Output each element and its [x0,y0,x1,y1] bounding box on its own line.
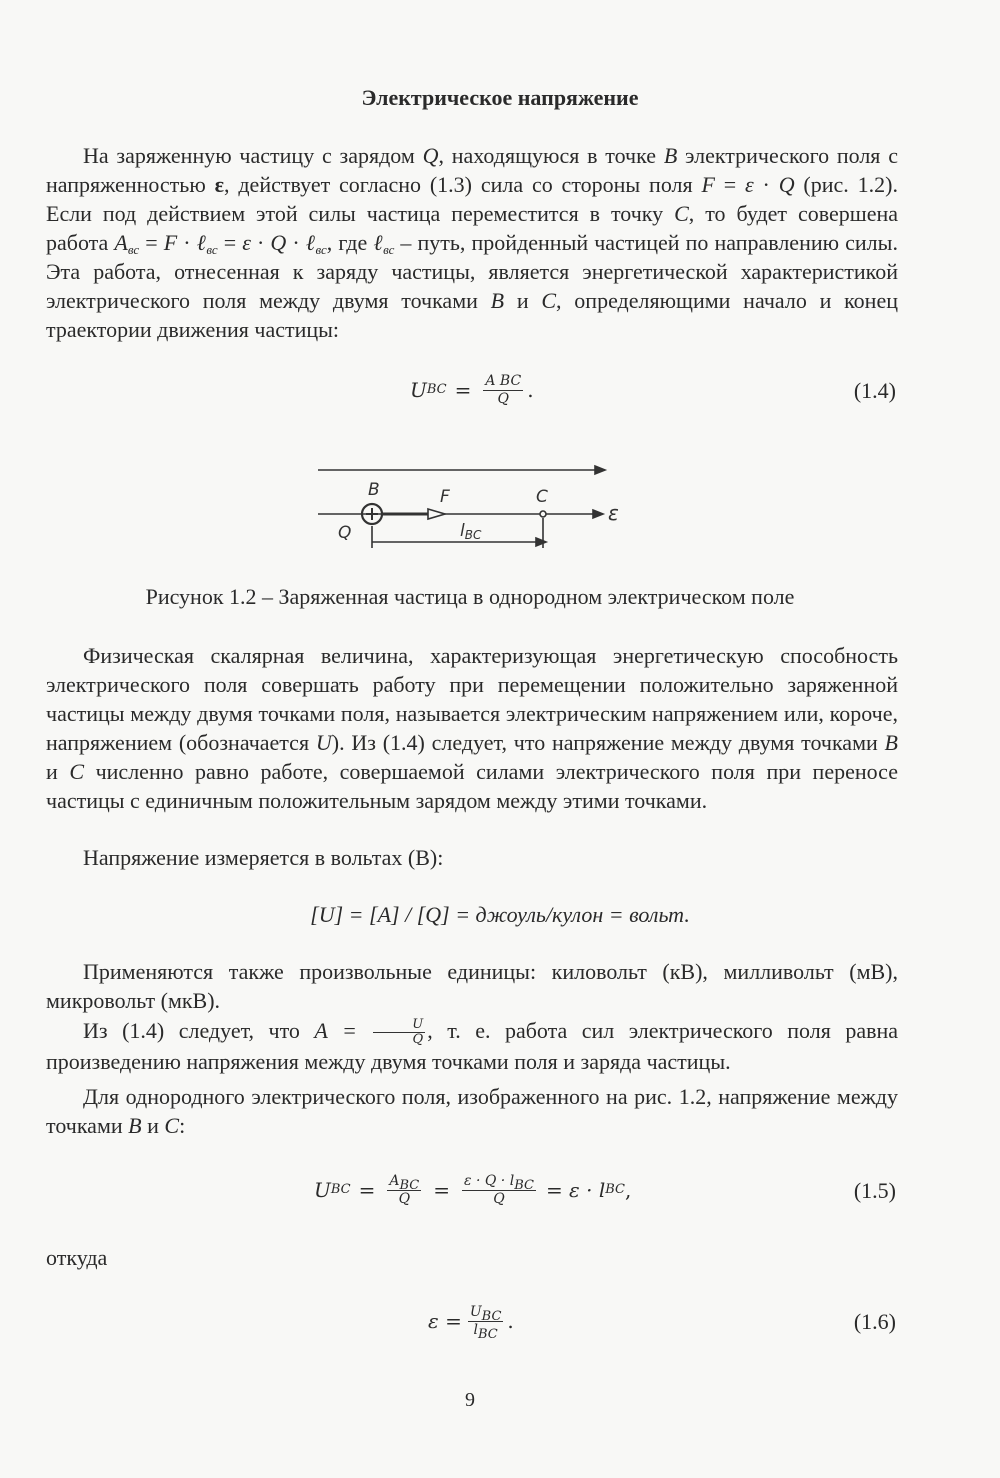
formula-units: [U] = [A] / [Q] = джоуль/кулон = вольт. [310,902,690,927]
f16-lhs: ε = [428,1308,462,1333]
inline-fraction [373,1018,425,1047]
f15-tail: , [625,1177,632,1202]
label-epsilon: ε [608,501,619,525]
figure-caption: Рисунок 1.2 – Заряженная частица в однородном электрическом поле [145,584,795,609]
paragraph-whence: откуда [46,1245,108,1270]
f14-fraction [483,373,523,408]
f15-eq2: = [433,1177,451,1202]
paragraph-work [46,1016,898,1076]
label-b: B [368,480,380,500]
formula-1-4: U BC = $\frac{\text{A BC}}{Q}$ . (1.4) [0,365,1000,415]
label-q: Q [338,523,352,543]
f15-lhs: U [314,1177,331,1202]
inline-den: Q [412,1032,424,1048]
field-arrow-top [595,466,605,474]
p5-after: , т. е. работа сил электрического поля равна произведению напряжения между двумя точками поля и заряда частицы. [46,1018,899,1075]
f16-tail: . [507,1308,514,1333]
f14-num: A BC [485,372,522,389]
f15-frac1-den: Q [398,1190,411,1207]
f16-num: U [469,1303,482,1320]
inline-num: U [373,1018,425,1033]
point-c [540,511,546,517]
section-title: Электрическое напряжение [361,85,639,110]
f15-number: (1.5) [853,1177,896,1203]
f15-eq3: = ε · l [545,1177,606,1202]
distance-arrow-head [536,538,546,546]
f15-fraction-1 [387,1173,421,1208]
paragraph-definition: Физическая скалярная величина, характеризующая энергетическую способность электрического поля совершать работу при перемещении положительно заряженной частицы между двумя точками поля, называется электрическим напряжением или, короче, напряжением (обозначается U). Из (1.4) следует, что напряжение между двумя точками B и C численно равно работе, совершаемой силами электрического поля при переносе частицы с единичным положительным зарядом между этими точками. [46,643,898,813]
formula-1-6 [0,1296,1000,1346]
label-f: F [440,487,450,507]
inline-a-lhs: A = [314,1018,357,1043]
f14-lhs: U [410,377,427,402]
paragraph-units-intro: Напряжение измеряется в вольтах (В): [83,845,444,870]
f15-frac2-num: ε · Q · l [464,1172,515,1189]
f14-den: Q [497,390,510,407]
paragraph-uniform-field: Для однородного электрического поля, изображенного на рис. 1.2, напряжение между точками B и C: [46,1084,898,1138]
f15-frac1-num-sub: BC [399,1177,420,1193]
f16-den: l [473,1321,478,1338]
f15-frac2-num-sub: BC [514,1177,534,1193]
f14-eq: = [454,377,472,402]
f14-tail: . [527,377,534,402]
figure-1-2-diagram [310,458,630,558]
page-number: 9 [465,1389,475,1411]
paragraph-intro: На заряженную частицу с зарядом Q, находящуюся в точке B электрического поля с напряженностью ε, действует согласно (1.3) сила со стороны поля F = ε · Q (рис. 1.2). Если под действием этой силы частица переместится в точку С, то будет совершена работа $A_{вс} = F$ · ℓ$_{вс}$ = ε · Q · ℓ$_{вс}$, где ℓ$_{вс}$ – путь, пройденный частицей по направлению силы. Эта работа, отнесенная к заряду частицы, является энергетической характеристикой электрического поля между двумя точками B и C, определяющими начало и конец траектории движения частицы: [46,143,898,342]
f15-eq1: = [358,1177,376,1202]
field-arrow-middle [593,510,603,518]
f15-frac2-den: Q [493,1190,505,1207]
f15-fraction-2 [462,1173,536,1208]
p5-before: Из (1.4) следует, что [83,1018,315,1043]
force-arrow-head [428,509,445,519]
f16-fraction [468,1303,504,1342]
paragraph-arbitrary-units: Применяются также произвольные единицы: киловольт (кВ), милливольт (мВ), микровольт (мкВ). [46,959,898,1013]
label-lbc: lBC [460,521,482,542]
f16-num-sub: BC [481,1308,502,1324]
formula-1-5: U BC = $\frac{A_{BC}}{Q}$ = $\frac{\varepsilon \cdot Q \cdot l_{BC}}{Q}$ = ε · l BC , (1.5) [0,1165,1000,1215]
f15-frac1-num: A [389,1172,400,1189]
f14-number: (1.4) [853,377,896,403]
f16-number: (1.6) [853,1308,896,1334]
f16-den-sub: BC [478,1326,498,1342]
label-c: C [536,487,548,507]
